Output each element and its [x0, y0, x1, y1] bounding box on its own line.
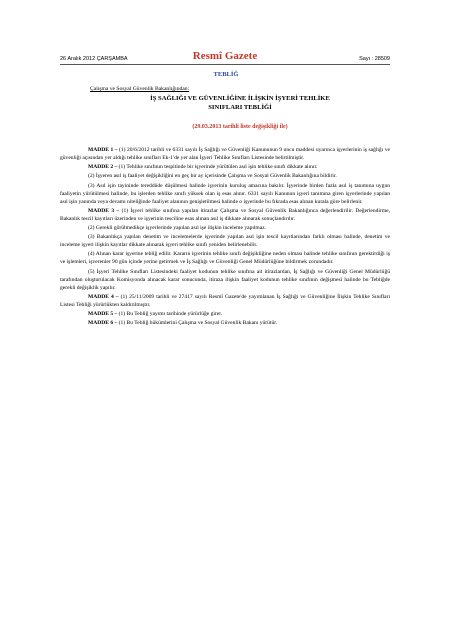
paragraph-text: (1) 20/6/2012 tarihli ve 6331 sayılı İş Sağlığı ve Güvenliği Kanununun 9 uncu maddesi uyarınca işyerlerinin iş sağlığı ve güvenliği açısından yer aldığı tehlike sınıfları Ek-1'de yer alan İşyeri Tehlike Sınıfları Listesinde belirtilmiştir.	[60, 147, 390, 161]
paragraph	[60, 250, 390, 266]
paragraph-text: (2) İşyeren asıl iş faaliyet değişikliğini en geç bir ay içerisinde Çalışma ve Sosyal Güvenlik Bakanlığına bildirir.	[88, 173, 337, 180]
paragraph-text: (3) Asıl işin tayininde tereddüde düşülmesi halinde işyerinin kuruluş amacına bakılır. İşyerinde birden fazla asıl iş tanımına uygun faaliyetin yürütülmesi halinde, bu işlerden tehlike sınıfı yüksek olan iş esas alınır. 6331 sayılı Kanunun işyeri tanımına giren işyerlerinde yapılan asıl işin yanında veya devamı niteliğinde faaliyet alanının genişletilmesi halinde o işyerinde bu fıkrada esas alınan kurala göre belirlenir.	[60, 182, 390, 205]
article-label: MADDE 1 –	[88, 147, 118, 153]
article-label: MADDE 2 –	[88, 164, 118, 171]
ministry-line: Çalışma ve Sosyal Güvenlik Bakanlığından:	[90, 86, 190, 92]
paragraph-text: (1) Tehlike sınıfının tespitinde bir işyerinde yürütülen asıl işin tehlike sınıfı dikkate alınır.	[117, 164, 318, 171]
article-label: MADDE 3 –	[88, 207, 120, 214]
amendment-note: (29.03.2013 tarihli liste değişikliği ile)	[192, 124, 288, 130]
section-heading: TEBLİĞ	[213, 71, 239, 78]
paragraph-text: (1) Bu Tebliğ hükümlerini Çalışma ve Sosyal Güvenlik Bakanı yürütür.	[117, 320, 278, 327]
paragraph	[60, 172, 390, 180]
paragraph	[60, 182, 390, 206]
document-title	[90, 94, 390, 112]
header-divider	[60, 64, 390, 65]
paragraph-text: (4) Alınan karar işyerine tebliğ edilir. Kararın işyerinin tehlike sınıfı değişikliğine neden olması halinde tehlike sınıfının gerektirdiği iş ve işlemleri, işverenler 90 gün içinde yerine getirmek ve İş Sağlığı ve Güvenliği Genel Müdürlüğüne bildirmek zorundadır.	[60, 251, 390, 266]
issue-date: 26 Aralık 2012 ÇARŞAMBA	[60, 56, 128, 62]
document-title-line-2: SINIFLARI TEBLİĞİ	[208, 104, 272, 111]
paragraph	[60, 319, 390, 327]
paragraph	[60, 224, 390, 232]
paragraph	[60, 293, 390, 309]
paragraph	[60, 163, 390, 171]
issue-number: Sayı : 28509	[359, 56, 390, 62]
paragraph	[60, 233, 390, 249]
document-body	[60, 146, 390, 328]
article-label: MADDE 6 –	[88, 320, 118, 327]
paragraph-text: (1) Bu Tebliğ yayımı tarihinde yürürlüğe girer.	[117, 310, 223, 317]
paragraph-text: (5) İşyeri Tehlike Sınıfları Listesindeki faaliyet kodunun tehlike sınıfına ait itirazlardan, İş Sağlığı ve Güvenliği Genel Müdürlüğü tarafından oluşturulacak Komisyonda alınacak karar sonucunda, itiraza ilişkin faaliyet kodunun tehlike sınıfının değişmesi halinde bu Tebliğde gerekli değişiklik yapılır.	[60, 268, 390, 291]
article-label: MADDE 5 –	[88, 310, 118, 317]
page-header	[60, 51, 390, 63]
paragraph	[60, 146, 390, 162]
paragraph-text: (1) 25/11/2009 tarihli ve 27417 sayılı Resmî Gazete'de yayımlanan İş Sağlığı ve Güvenliğine İlişkin Tehlike Sınıfları Listesi Tebliği yürürlükten kaldırılmıştır.	[60, 293, 390, 308]
article-label: MADDE 4 –	[88, 293, 119, 300]
paragraph-text: (1) İşyeri tehlike sınıfına yapılan itirazlar Çalışma ve Sosyal Güvenlik Bakanlığınca değerlendirilir. Değerlendirme, Bakanlık tescil kayıtları üzerinden ve işyerinin tesciline esas alınan asıl iş dikkate alınarak sonuçlandırılır.	[60, 207, 390, 222]
paragraph-text: (3) Bakanlıkça yapılan denetim ve incelemelerde işyerinde yapılan asıl işin tescil kayıtlarından farklı olması halinde, denetim ve inceleme işyeri ilişkin kayıtlar dikkate alınarak işyeri tehlike sınıfı yeniden belirlenebilir.	[60, 234, 390, 249]
gazette-title: Resmî Gazete	[192, 50, 258, 62]
paragraph	[60, 268, 390, 292]
document-title-line-1: İŞ SAĞLIĞI VE GÜVENLİĞİNE İLİŞKİN İŞYERİ TEHLİKE	[150, 95, 330, 102]
paragraph	[60, 310, 390, 318]
paragraph-text: (2) Gerekli görülmedikçe işyerlerinde yapılan asıl işe ilişkin inceleme yapılmaz.	[88, 224, 267, 231]
paragraph	[60, 207, 390, 223]
